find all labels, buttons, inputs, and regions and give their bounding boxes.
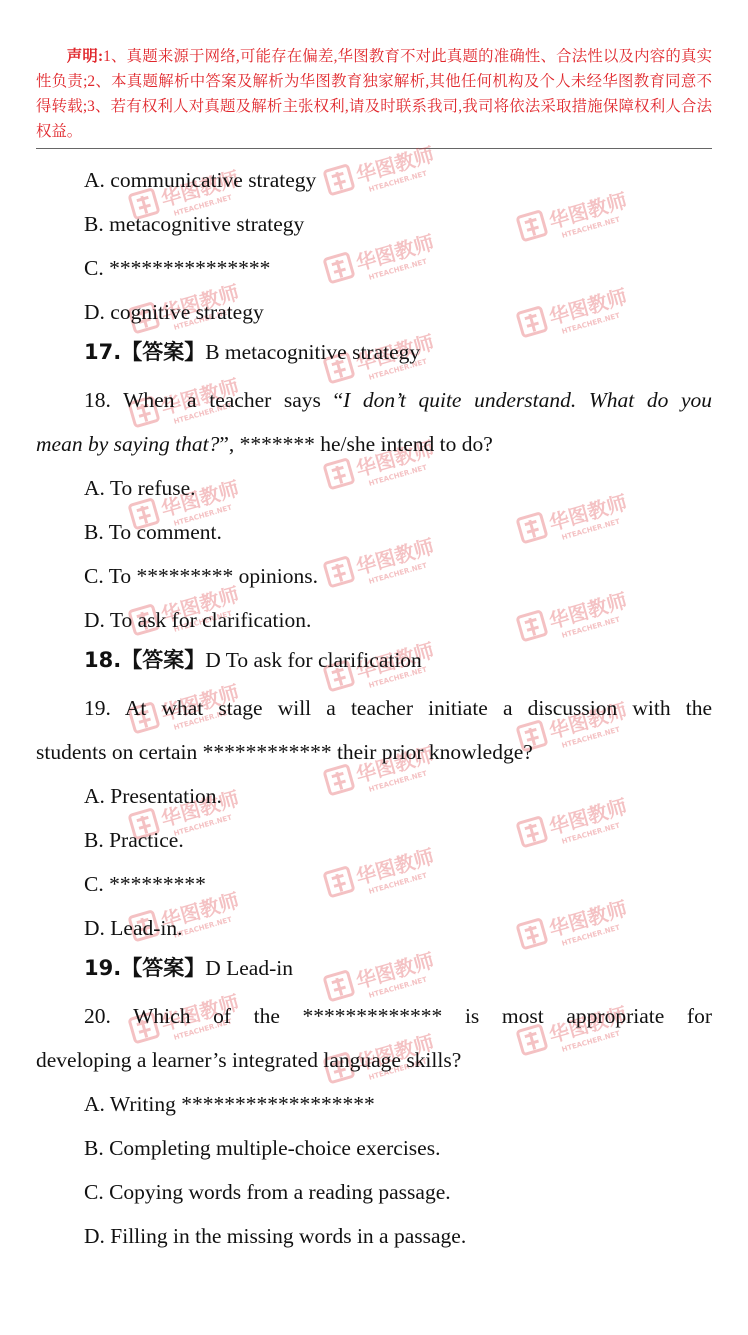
q18-option-d: D. To ask for clarification. xyxy=(84,608,312,632)
q20-option-b: B. Completing multiple-choice exercises. xyxy=(84,1136,441,1160)
answer-label: 18.【答案】 xyxy=(84,648,206,672)
q18-stem-line1 xyxy=(36,386,712,414)
watermark-logo-icon xyxy=(514,183,634,256)
q17-option-d: D. cognitive strategy xyxy=(84,300,264,324)
q18-quote-end: mean by saying that? xyxy=(36,432,220,456)
q17-option-a: A. communicative strategy xyxy=(84,168,317,192)
watermark-logo-icon xyxy=(514,279,634,352)
watermark-logo-icon xyxy=(514,891,634,964)
watermark-logo-icon xyxy=(514,583,634,656)
q18-stem-text: 18. When a teacher says “ xyxy=(84,388,344,412)
q18-answer xyxy=(84,646,422,674)
q19-option-a: A. Presentation. xyxy=(84,784,222,808)
disclaimer xyxy=(36,44,712,144)
disclaimer-text: 1、真题来源于网络,可能存在偏差,华图教育不对此真题的准确性、合法性以及内容的真实性负责;2、本真题解析中答案及解析为华图教育独家解析,其他任何机构及个人未经华图教育同意不得转载;3、若有权利人对真题及解析主张权利,请及时联系我司,我司将依法采取措施保障权利人合法权益。 xyxy=(36,48,712,140)
q18-option-b: B. To comment. xyxy=(84,520,222,544)
watermark-logo-icon xyxy=(321,225,441,298)
answer-label: 19.【答案】 xyxy=(84,956,206,980)
q18-option-c: C. To ********* opinions. xyxy=(84,564,319,588)
answer-text: D To ask for clarification xyxy=(205,648,422,672)
q20-option-d: D. Filling in the missing words in a passage. xyxy=(84,1224,467,1248)
answer-label: 17.【答案】 xyxy=(84,340,206,364)
q19-option-d: D. Lead-in. xyxy=(84,916,183,940)
q19-option-c: C. ********* xyxy=(84,872,206,896)
watermark-logo-icon xyxy=(514,789,634,862)
q19-stem-line2: students on certain ************ their prior knowledge? xyxy=(36,740,533,764)
q20-option-a: A. Writing ****************** xyxy=(84,1092,375,1116)
watermark-logo-icon xyxy=(514,485,634,558)
q19-stem-line1: 19. At what stage will a teacher initiate a discussion with the xyxy=(84,696,712,720)
q18-quote: I don’t quite understand. What do you xyxy=(343,388,712,412)
q19-option-b: B. Practice. xyxy=(84,828,184,852)
q20-stem-line2: developing a learner’s integrated language skills? xyxy=(36,1048,462,1072)
q18-option-a: A. To refuse. xyxy=(84,476,196,500)
q17-option-b: B. metacognitive strategy xyxy=(84,212,305,236)
header-divider xyxy=(36,148,712,149)
q18-stem-end: ”, ******* he/she intend to do? xyxy=(219,432,493,456)
watermark-logo-icon xyxy=(321,529,441,602)
answer-text: B metacognitive strategy xyxy=(205,340,421,364)
disclaimer-label: 声明: xyxy=(66,48,104,65)
q18-stem-line2 xyxy=(36,430,712,458)
q20-stem-line1: 20. Which of the ************* is most appropriate for xyxy=(84,1004,712,1028)
q17-answer xyxy=(84,338,420,366)
q17-option-c: C. *************** xyxy=(84,256,271,280)
watermark-logo-icon xyxy=(321,839,441,912)
answer-text: D Lead-in xyxy=(205,956,293,980)
q20-option-c: C. Copying words from a reading passage. xyxy=(84,1180,451,1204)
q19-answer xyxy=(84,954,293,982)
